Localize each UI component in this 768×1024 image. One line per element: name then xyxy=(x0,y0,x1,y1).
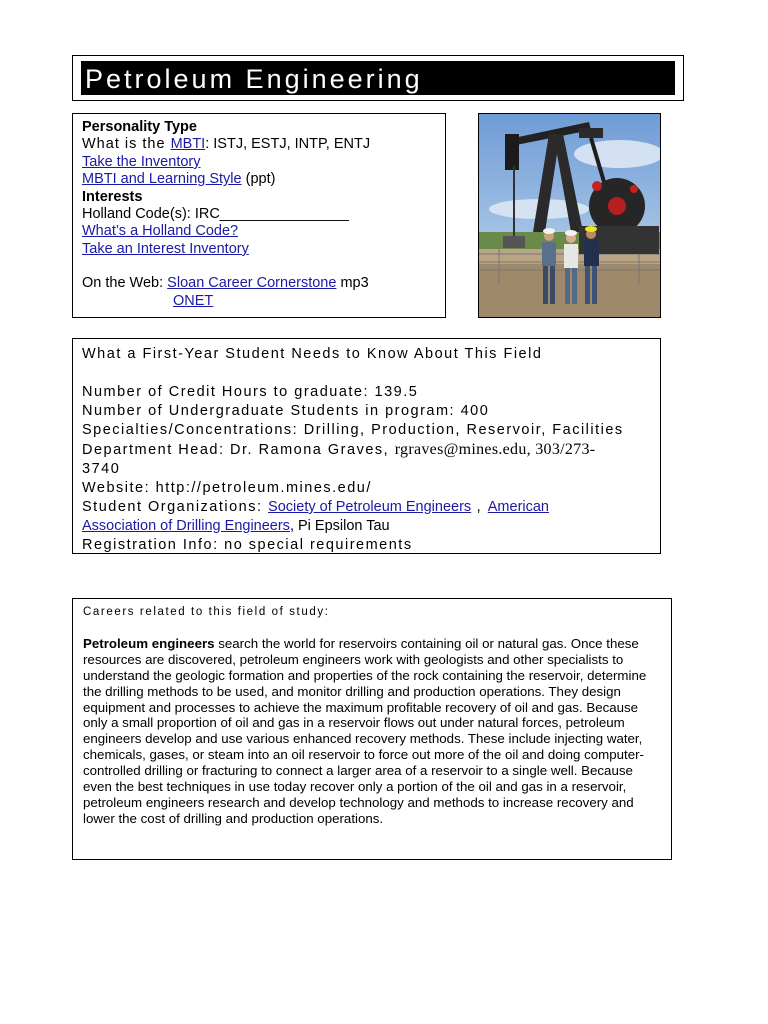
department-head-phone-end: 3740 xyxy=(82,461,121,477)
student-organizations xyxy=(82,498,651,517)
holland-code-label: Holland Code(s): IRC________________ xyxy=(82,206,349,223)
careers-paragraph xyxy=(83,636,661,827)
mbti-types: : ISTJ, ESTJ, INTP, ENTJ xyxy=(205,136,371,153)
department-head xyxy=(82,440,651,460)
website: Website: http://petroleum.mines.edu/ xyxy=(82,480,372,496)
interests-heading: Interests xyxy=(82,188,143,205)
careers-lead: Petroleum engineers xyxy=(83,635,215,651)
department-head-label: Department Head: Dr. Ramona Graves, xyxy=(82,442,395,458)
credit-hours: Number of Credit Hours to graduate: 139.5 xyxy=(82,384,419,400)
mbti-prefix: What is the xyxy=(82,136,171,153)
careers-body: search the world for reservoirs containing oil or natural gas. Once these resources are discovered, petroleum engineers work with geologists and other specialists to understand the geologic formation and properties of the rock containing the reservoir, determine the drilling methods to be used, and monitor drilling and production operations. They design equipment and processes to achieve the maximum profitable recovery of oil and gas. Because only a small proportion of oil and gas in a reservoir flows out under natural forces, petroleum engineers develop and use various enhanced recovery methods. These include injecting water, chemicals, gases, or steam into an oil reservoir to force out more of the oil and doing computer-controlled drilling or fracturing to connect a larger area of a reservoir to a single well. Because even the best techniques in use today recover only a portion of the oil and gas in a reservoir, petroleum engineers research and develop technology and methods to increase recovery and lower the cost of drilling and production operations. xyxy=(83,635,647,826)
title-frame xyxy=(72,55,684,101)
mbti-link[interactable]: MBTI xyxy=(170,136,206,153)
orgs-separator: , xyxy=(471,499,488,515)
orgs-suffix: , Pi Epsilon Tau xyxy=(289,518,390,534)
title-bar xyxy=(81,61,675,95)
personality-heading: Personality Type xyxy=(82,119,197,135)
orgs-label: Student Organizations: xyxy=(82,499,269,515)
pumpjack-photo xyxy=(478,113,661,318)
learning-style-link[interactable]: MBTI and Learning Style xyxy=(82,171,242,188)
aade-link-part1[interactable]: American xyxy=(487,499,549,515)
field-heading: What a First-Year Student Needs to Know About This Field xyxy=(82,346,543,362)
careers-heading: Careers related to this field of study: xyxy=(83,606,330,618)
careers-box xyxy=(72,598,672,860)
learning-style-suffix: (ppt) xyxy=(241,171,276,188)
aade-link-part2[interactable]: Association of Drilling Engineers xyxy=(82,518,290,534)
personality-interests-box xyxy=(72,113,446,318)
department-head-contact: rgraves@mines.edu, 303/273- xyxy=(394,441,596,458)
mbti-line xyxy=(82,136,436,153)
sloan-suffix: mp3 xyxy=(336,275,369,292)
first-year-info-box xyxy=(72,338,661,554)
page-title: Petroleum Engineering xyxy=(85,64,423,94)
onet-link[interactable]: ONET xyxy=(173,292,214,309)
on-the-web-label: On the Web: xyxy=(82,275,168,292)
interest-inventory-link[interactable]: Take an Interest Inventory xyxy=(82,240,249,257)
orgs-second-line xyxy=(82,517,651,536)
holland-code-link[interactable]: What’s a Holland Code? xyxy=(82,223,239,240)
registration-info: Registration Info: no special requirements xyxy=(82,537,413,553)
undergraduate-count: Number of Undergraduate Students in program: 400 xyxy=(82,403,490,419)
spe-link[interactable]: Society of Petroleum Engineers xyxy=(268,499,472,515)
sloan-link[interactable]: Sloan Career Cornerstone xyxy=(167,275,337,292)
take-inventory-link[interactable]: Take the Inventory xyxy=(82,153,201,170)
specialties: Specialties/Concentrations: Drilling, Production, Reservoir, Facilities xyxy=(82,422,624,438)
